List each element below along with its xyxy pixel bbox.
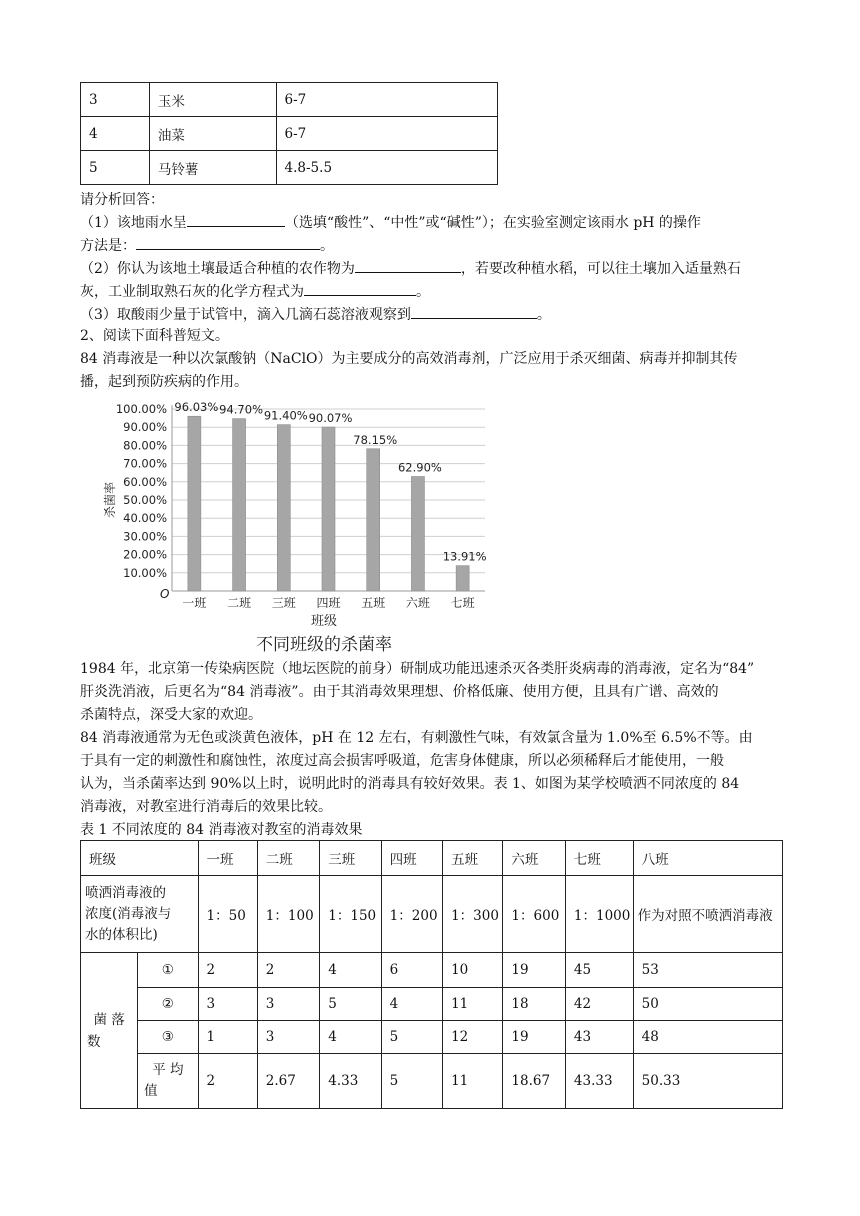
bar-value-label: 13.91% <box>442 549 487 564</box>
axis-origin-label: O <box>160 587 170 601</box>
table-cell: 4 <box>81 117 150 151</box>
table-cell: 2 <box>198 1054 257 1109</box>
x-axis-label: 班级 <box>310 614 338 629</box>
concentration-label-cell <box>81 876 199 953</box>
table-cell: 19 <box>503 1021 565 1054</box>
y-tick-label: 50.00% <box>123 493 167 507</box>
header-cell: 四班 <box>381 841 442 876</box>
table-caption: 表 1 不同浓度的 84 消毒液对教室的消毒效果 <box>80 822 363 838</box>
header-cell: 三班 <box>320 841 381 876</box>
table-cell: 18 <box>503 988 565 1021</box>
table-cell: 6-7 <box>276 117 497 151</box>
table-cell: 1：150 <box>320 876 381 953</box>
table-cell: 马铃薯 <box>149 151 276 185</box>
table-cell: 3 <box>81 83 150 117</box>
table-cell: 1：100 <box>257 876 319 953</box>
table-cell: 3 <box>198 988 257 1021</box>
cell-text: 值 <box>144 1083 158 1099</box>
question-text: 。 <box>416 284 430 300</box>
question-prompt: 请分析回答： <box>80 192 164 208</box>
table-row <box>81 1021 783 1054</box>
table-cell: 1：300 <box>443 876 503 953</box>
table-cell: 4 <box>320 1021 381 1054</box>
x-tick-label: 四班 <box>316 596 341 610</box>
y-tick-label: 60.00% <box>123 474 167 489</box>
question-text: 。 <box>320 238 334 254</box>
kill-rate-bar-chart <box>100 395 500 657</box>
bar-value-label: 78.15% <box>353 432 398 447</box>
table-cell: 4 <box>320 953 381 988</box>
header-cell: 八班 <box>633 841 782 876</box>
question-2-line-2 <box>80 279 782 303</box>
table-cell: 50.33 <box>633 1054 782 1109</box>
paragraph-line: 播，起到预防疾病的作用。 <box>80 374 248 390</box>
question-text: 灰，工业制取熟石灰的化学方程式为 <box>80 284 304 300</box>
table-cell: 2.67 <box>257 1054 319 1109</box>
x-tick-label: 五班 <box>361 596 386 610</box>
table-cell: 1：50 <box>198 876 257 953</box>
x-tick-label: 二班 <box>227 596 252 610</box>
answer-blank-2[interactable] <box>136 233 320 250</box>
paragraph-line: 认为，当杀菌率达到 90%以上时，说明此时的消毒具有较好效果。表 1、如图为某学校喷洒不同浓度的 84 <box>80 776 740 792</box>
x-tick-label: 六班 <box>405 596 430 610</box>
table-row <box>81 988 783 1021</box>
trial-label: ① <box>138 953 198 988</box>
question-text: （2）你认为该地土壤最适合种植的农作物为 <box>80 261 355 277</box>
table-cell: 43.33 <box>565 1054 633 1109</box>
table-cell: 43 <box>565 1021 633 1054</box>
cell-text: 喷洒消毒液的 <box>85 884 166 901</box>
bar-value-label: 96.03% <box>174 400 219 415</box>
table-cell: 1：600 <box>503 876 565 953</box>
header-cell: 班级 <box>81 841 199 876</box>
table-cell: 作为对照不喷洒消毒液 <box>633 876 782 953</box>
disinfection-effect-table <box>80 840 783 1109</box>
table-cell: 5 <box>320 988 381 1021</box>
table-cell: 42 <box>565 988 633 1021</box>
chart-bars <box>188 416 469 591</box>
question-text: （1）该地雨水呈 <box>80 215 187 231</box>
table-cell: 玉米 <box>149 83 276 117</box>
crop-ph-table <box>80 82 498 185</box>
table-cell: 3 <box>257 988 319 1021</box>
y-tick-label: 10.00% <box>123 565 167 580</box>
y-axis-label: 杀菌率 <box>103 481 117 519</box>
bar-value-label: 62.90% <box>397 460 442 475</box>
y-tick-label: 70.00% <box>123 456 167 471</box>
table-cell: 45 <box>565 953 633 988</box>
paragraph-line: 84 消毒液通常为无色或淡黄色液体，pH 在 12 左右，有刺激性气味，有效氯含量为 1.0%至 6.5%不等。由 <box>80 730 753 746</box>
table-cell: 5 <box>381 1021 442 1054</box>
question-text: ，若要改种植水稻，可以往土壤加入适量熟石 <box>460 261 741 277</box>
table-cell: 4.33 <box>320 1054 381 1109</box>
table-cell: 6-7 <box>276 83 497 117</box>
header-cell: 二班 <box>257 841 319 876</box>
trial-label: ② <box>138 988 198 1021</box>
table-cell: 1 <box>198 1021 257 1054</box>
paragraph-line: 于具有一定的刺激性和腐蚀性，浓度过高会损害呼吸道，危害身体健康，所以必须稀释后才能使用，一般 <box>80 753 724 769</box>
paragraph-line: 肝炎洗消液，后更名为“84 消毒液”。由于其消毒效果理想、价格低廉、使用方便，且具有广谱、高效的 <box>80 684 719 700</box>
table-row <box>81 117 498 151</box>
x-tick-label: 一班 <box>182 596 207 610</box>
bar-4 <box>322 427 335 591</box>
bar-1 <box>188 416 201 591</box>
table-cell: 5 <box>381 1054 442 1109</box>
table-row <box>81 83 498 117</box>
bar-2 <box>233 419 246 591</box>
cell-text: 平 均 <box>152 1062 184 1078</box>
table-row <box>81 953 783 988</box>
x-tick-label: 三班 <box>271 596 296 610</box>
y-axis-ticks <box>116 402 167 580</box>
table-cell: 50 <box>633 988 782 1021</box>
question-text: 方法是： <box>80 238 136 254</box>
table-cell: 18.67 <box>503 1054 565 1109</box>
paragraph-line: 1984 年，北京第一传染病医院（地坛医院的前身）研制成功能迅速杀灭各类肝炎病毒的消毒液，定名为“84” <box>80 661 755 677</box>
table-cell: 10 <box>443 953 503 988</box>
header-cell: 七班 <box>565 841 633 876</box>
table-cell: 1：200 <box>381 876 442 953</box>
bar-5 <box>367 449 380 591</box>
table-cell: 11 <box>443 988 503 1021</box>
cell-text: 浓度(消毒液与 <box>85 905 172 922</box>
bar-value-label: 91.40% <box>263 408 308 423</box>
question-text: 。 <box>536 307 551 323</box>
cell-text: 数 <box>87 1033 101 1050</box>
paragraph-line: 杀菌特点，深受大家的欢迎。 <box>80 707 262 723</box>
question-1-line-1 <box>80 210 782 234</box>
table-cell: 5 <box>81 151 150 185</box>
bar-7 <box>456 566 469 591</box>
answer-blank-5[interactable] <box>411 302 537 319</box>
table-cell: 1：1000 <box>565 876 633 953</box>
table-header-row <box>81 841 783 876</box>
bar-value-label: 90.07% <box>308 411 353 426</box>
y-tick-label: 90.00% <box>123 420 167 435</box>
question-text: （选填“酸性”、“中性”或“碱性”）；在实验室测定该雨水 pH 的操作 <box>284 215 701 231</box>
question-1-line-2 <box>80 233 782 257</box>
header-cell: 五班 <box>443 841 503 876</box>
table-cell: 53 <box>633 953 782 988</box>
table-row <box>81 151 498 185</box>
paragraph-line: 84 消毒液是一种以次氯酸钠（NaClO）为主要成分的高效消毒剂，广泛应用于杀灭细菌、病毒并抑制其传 <box>80 351 738 367</box>
x-tick-label: 七班 <box>450 596 475 610</box>
chart-title: 不同班级的杀菌率 <box>256 635 392 655</box>
bar-value-label: 94.70% <box>219 402 264 417</box>
x-axis-ticks <box>182 595 474 610</box>
answer-blank-3[interactable] <box>355 256 461 273</box>
answer-blank-1[interactable] <box>187 210 285 227</box>
y-tick-label: 80.00% <box>123 438 167 453</box>
y-tick-label: 30.00% <box>123 529 167 544</box>
colony-count-label-cell <box>81 953 138 1109</box>
table-cell: 3 <box>257 1021 319 1054</box>
y-tick-label: 20.00% <box>123 547 167 562</box>
cell-text: 菌 落 <box>93 1011 125 1028</box>
question-2-line-1 <box>80 256 782 280</box>
trial-label: ③ <box>138 1021 198 1054</box>
y-tick-label: 100.00% <box>115 402 167 416</box>
table-cell: 4.8-5.5 <box>276 151 497 185</box>
question-text: （3）取酸雨少量于试管中，滴入几滴石蕊溶液观察到 <box>80 307 411 323</box>
question-3 <box>80 302 782 326</box>
bar-6 <box>411 477 424 591</box>
table-cell: 2 <box>198 953 257 988</box>
table-cell: 19 <box>503 953 565 988</box>
table-cell: 48 <box>633 1021 782 1054</box>
answer-blank-4[interactable] <box>304 279 416 296</box>
section-title: 2、阅读下面科普短文。 <box>80 328 229 344</box>
table-cell: 11 <box>443 1054 503 1109</box>
bar-3 <box>277 425 290 591</box>
table-cell: 2 <box>257 953 319 988</box>
average-label-cell <box>138 1054 198 1109</box>
table-cell: 油菜 <box>149 117 276 151</box>
cell-text: 水的体积比) <box>85 926 158 943</box>
header-cell: 六班 <box>503 841 565 876</box>
y-tick-label: 40.00% <box>123 511 167 526</box>
paragraph-line: 消毒液，对教室进行消毒后的效果比较。 <box>80 799 332 815</box>
table-row <box>81 1054 783 1109</box>
table-row <box>81 876 783 953</box>
table-cell: 12 <box>443 1021 503 1054</box>
header-cell: 一班 <box>198 841 257 876</box>
table-cell: 4 <box>381 988 442 1021</box>
table-cell: 6 <box>381 953 442 988</box>
